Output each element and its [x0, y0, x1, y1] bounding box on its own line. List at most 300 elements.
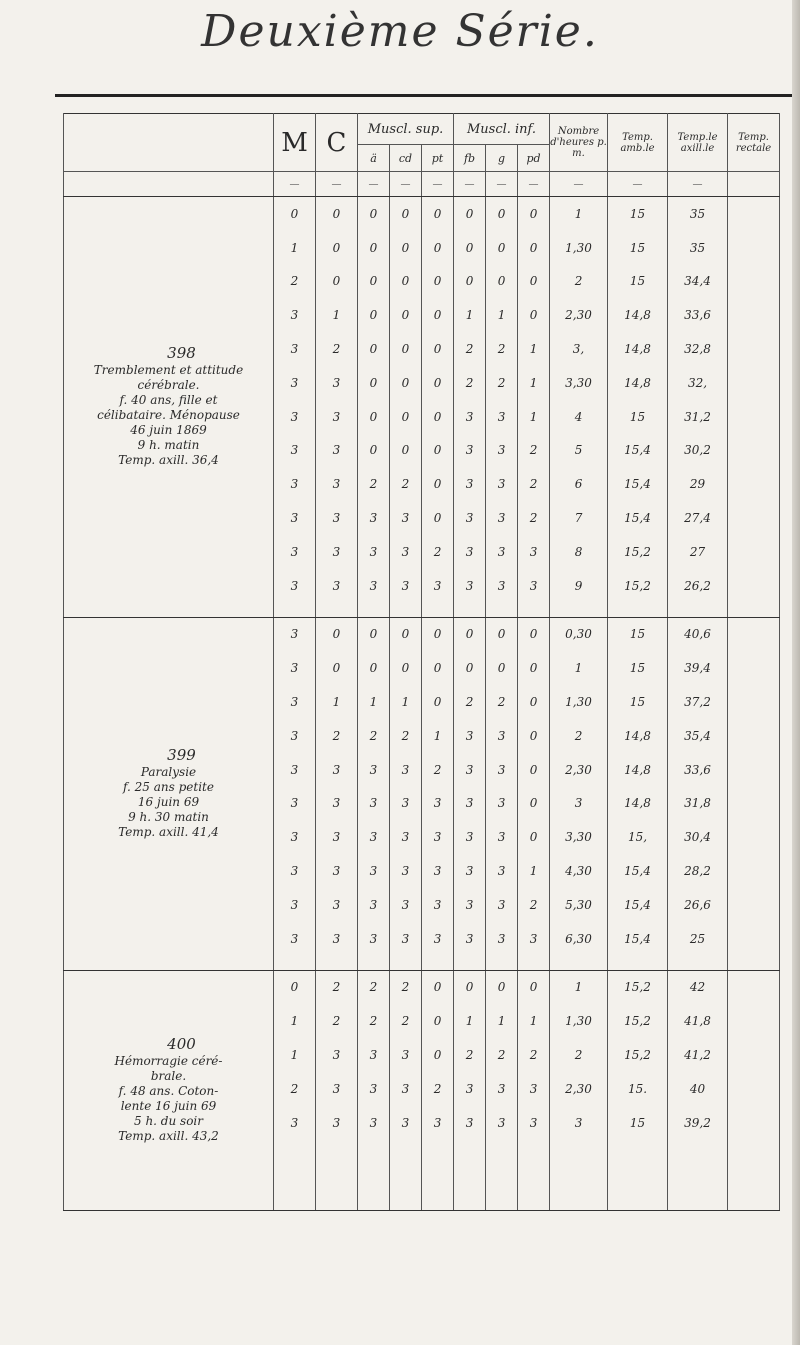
cell-ms-pt: 0 — [422, 332, 454, 366]
cell-mi-g: 0 — [486, 197, 518, 231]
observation-text: f. 48 ans. Coton- — [118, 1083, 219, 1098]
cell-temp-amb: 15,4 — [608, 922, 668, 956]
header-muscles-inf: Muscl. inf. — [454, 114, 550, 145]
cell-ms-a: 2 — [358, 467, 390, 501]
cell-nombre-heures: 2,30 — [550, 753, 608, 787]
cell-ms-a: 3 — [358, 535, 390, 569]
cell-m: 1 — [274, 1004, 316, 1038]
cell-ms-a: 0 — [358, 366, 390, 400]
cell-c: 0 — [316, 265, 358, 299]
cell-temp-rect — [728, 1004, 780, 1038]
cell-mi-pd: 0 — [518, 651, 550, 685]
cell-nombre-heures: 1 — [550, 970, 608, 1004]
cell-temp-amb: 15 — [608, 617, 668, 651]
cell-ms-pt: 0 — [422, 1038, 454, 1072]
cell-mi-fb: 0 — [454, 651, 486, 685]
cell-temp-rect — [728, 569, 780, 603]
cell-mi-pd: 3 — [518, 535, 550, 569]
observation-text: 46 juin 1869 — [130, 422, 207, 437]
cell-ms-a: 2 — [358, 970, 390, 1004]
cell-mi-pd: 2 — [518, 888, 550, 922]
cell-temp-amb: 15,2 — [608, 535, 668, 569]
observation-text: 9 h. 30 matin — [128, 809, 209, 824]
cell-mi-pd: 3 — [518, 1106, 550, 1140]
cell-mi-pd: 3 — [518, 569, 550, 603]
cell-ms-pt: 0 — [422, 467, 454, 501]
header-m: M — [274, 114, 316, 172]
cell-temp-amb: 15, — [608, 820, 668, 854]
observation-label — [64, 970, 274, 1210]
observation-number: 400 — [167, 1034, 196, 1053]
cell-temp-ax: 37,2 — [668, 685, 728, 719]
cell-temp-rect — [728, 535, 780, 569]
cell-ms-a: 2 — [358, 719, 390, 753]
cell-temp-rect — [728, 1038, 780, 1072]
cell-mi-fb: 3 — [454, 1106, 486, 1140]
cell-temp-amb: 15 — [608, 651, 668, 685]
cell-mi-pd: 0 — [518, 685, 550, 719]
cell-temp-ax: 32,8 — [668, 332, 728, 366]
cell-mi-g: 3 — [486, 888, 518, 922]
cell-ms-cd: 0 — [390, 197, 422, 231]
cell-temp-amb: 15,2 — [608, 970, 668, 1004]
cell-ms-a: 0 — [358, 231, 390, 265]
cell-mi-g: 1 — [486, 1004, 518, 1038]
cell-c: 2 — [316, 719, 358, 753]
cell-temp-rect — [728, 719, 780, 753]
cell-mi-g: 3 — [486, 719, 518, 753]
cell-c: 0 — [316, 231, 358, 265]
cell-temp-ax: 33,6 — [668, 753, 728, 787]
cell-ms-pt: 3 — [422, 820, 454, 854]
cell-m: 2 — [274, 1072, 316, 1106]
cell-ms-cd: 0 — [390, 332, 422, 366]
cell-temp-rect — [728, 265, 780, 299]
cell-c: 3 — [316, 787, 358, 821]
cell-ms-a: 3 — [358, 888, 390, 922]
cell-mi-pd: 2 — [518, 467, 550, 501]
cell-c: 1 — [316, 685, 358, 719]
cell-mi-pd: 0 — [518, 719, 550, 753]
cell-mi-fb: 0 — [454, 970, 486, 1004]
cell-c: 0 — [316, 617, 358, 651]
cell-ms-pt: 0 — [422, 685, 454, 719]
observation-text: 16 juin 69 — [137, 794, 200, 809]
cell-ms-pt: 0 — [422, 366, 454, 400]
cell-ms-cd: 0 — [390, 366, 422, 400]
observation-text: 9 h. matin — [137, 437, 200, 452]
cell-temp-ax: 40 — [668, 1072, 728, 1106]
cell-m: 2 — [274, 265, 316, 299]
cell-m: 3 — [274, 467, 316, 501]
observation-text: Tremblement et attitude — [93, 362, 244, 377]
cell-c: 2 — [316, 970, 358, 1004]
cell-c: 0 — [316, 651, 358, 685]
cell-nombre-heures: 1,30 — [550, 685, 608, 719]
cell-mi-fb: 1 — [454, 1004, 486, 1038]
cell-temp-rect — [728, 298, 780, 332]
cell-nombre-heures: 3 — [550, 787, 608, 821]
cell-temp-rect — [728, 1072, 780, 1106]
cell-temp-amb: 15,4 — [608, 888, 668, 922]
cell-temp-rect — [728, 231, 780, 265]
cell-mi-fb: 3 — [454, 719, 486, 753]
cell-mi-fb: 3 — [454, 434, 486, 468]
cell-ms-a: 0 — [358, 651, 390, 685]
cell-temp-rect — [728, 501, 780, 535]
cell-mi-fb: 3 — [454, 535, 486, 569]
cell-mi-fb: 0 — [454, 197, 486, 231]
cell-nombre-heures: 2,30 — [550, 298, 608, 332]
cell-mi-pd: 2 — [518, 501, 550, 535]
cell-mi-g: 0 — [486, 970, 518, 1004]
cell-temp-amb: 15,4 — [608, 434, 668, 468]
cell-m: 3 — [274, 922, 316, 956]
cell-temp-rect — [728, 753, 780, 787]
cell-temp-amb: 15,4 — [608, 467, 668, 501]
cell-mi-fb: 0 — [454, 617, 486, 651]
cell-ms-cd: 3 — [390, 501, 422, 535]
observation-number: 399 — [167, 745, 196, 764]
page-title: Deuxième Série. — [201, 6, 599, 57]
cell-m: 3 — [274, 1106, 316, 1140]
cell-m: 3 — [274, 434, 316, 468]
cell-nombre-heures: 3,30 — [550, 820, 608, 854]
cell-m: 3 — [274, 298, 316, 332]
cell-ms-pt: 0 — [422, 501, 454, 535]
cell-ms-cd: 1 — [390, 685, 422, 719]
cell-c: 3 — [316, 888, 358, 922]
cell-c: 2 — [316, 1004, 358, 1038]
cell-mi-g: 3 — [486, 787, 518, 821]
cell-ms-pt: 0 — [422, 231, 454, 265]
cell-mi-g: 3 — [486, 922, 518, 956]
cell-mi-fb: 3 — [454, 400, 486, 434]
observation-label — [64, 197, 274, 618]
sub-header: pd — [518, 145, 550, 172]
cell-ms-cd: 2 — [390, 970, 422, 1004]
cell-ms-cd: 0 — [390, 231, 422, 265]
cell-mi-g: 0 — [486, 265, 518, 299]
cell-temp-amb: 15,2 — [608, 1038, 668, 1072]
cell-temp-amb: 15,2 — [608, 569, 668, 603]
cell-mi-pd: 0 — [518, 265, 550, 299]
cell-mi-fb: 2 — [454, 332, 486, 366]
cell-mi-g: 1 — [486, 298, 518, 332]
cell-temp-rect — [728, 467, 780, 501]
cell-mi-pd: 0 — [518, 820, 550, 854]
header-nombre: Nombre d'heures p. m. — [550, 114, 608, 172]
cell-mi-fb: 3 — [454, 501, 486, 535]
cell-mi-fb: 2 — [454, 1038, 486, 1072]
cell-temp-ax: 34,4 — [668, 265, 728, 299]
cell-temp-amb: 14,8 — [608, 366, 668, 400]
cell-ms-a: 3 — [358, 787, 390, 821]
cell-m: 1 — [274, 1038, 316, 1072]
cell-nombre-heures: 4 — [550, 400, 608, 434]
cell-mi-pd: 0 — [518, 970, 550, 1004]
cell-mi-g: 3 — [486, 1072, 518, 1106]
cell-temp-amb: 15 — [608, 685, 668, 719]
cell-ms-a: 3 — [358, 569, 390, 603]
cell-mi-g: 0 — [486, 651, 518, 685]
cell-temp-rect — [728, 888, 780, 922]
observation-text: 5 h. du soir — [134, 1113, 203, 1128]
cell-ms-cd: 0 — [390, 265, 422, 299]
table-row — [64, 197, 780, 231]
cell-m: 3 — [274, 753, 316, 787]
cell-mi-pd: 1 — [518, 854, 550, 888]
cell-ms-cd: 3 — [390, 569, 422, 603]
cell-temp-amb: 14,8 — [608, 787, 668, 821]
cell-mi-fb: 3 — [454, 467, 486, 501]
cell-temp-ax: 26,6 — [668, 888, 728, 922]
cell-temp-ax: 42 — [668, 970, 728, 1004]
cell-temp-ax: 30,2 — [668, 434, 728, 468]
cell-ms-pt: 0 — [422, 617, 454, 651]
cell-m: 3 — [274, 719, 316, 753]
cell-ms-cd: 0 — [390, 298, 422, 332]
cell-ms-cd: 3 — [390, 753, 422, 787]
cell-mi-g: 3 — [486, 467, 518, 501]
cell-ms-a: 0 — [358, 265, 390, 299]
cell-c: 3 — [316, 569, 358, 603]
cell-ms-pt: 0 — [422, 197, 454, 231]
cell-ms-cd: 2 — [390, 467, 422, 501]
cell-temp-ax: 30,4 — [668, 820, 728, 854]
cell-temp-rect — [728, 434, 780, 468]
observation-text: cérébrale. — [137, 377, 200, 392]
cell-ms-a: 3 — [358, 1072, 390, 1106]
cell-m: 3 — [274, 617, 316, 651]
cell-mi-g: 3 — [486, 535, 518, 569]
cell-c: 3 — [316, 1106, 358, 1140]
header-temp-amb: Temp. amb.le — [608, 114, 668, 172]
cell-c: 3 — [316, 434, 358, 468]
cell-mi-pd: 1 — [518, 1004, 550, 1038]
cell-m: 0 — [274, 197, 316, 231]
cell-temp-ax: 31,2 — [668, 400, 728, 434]
cell-ms-a: 3 — [358, 753, 390, 787]
header-blank — [64, 114, 274, 172]
cell-ms-pt: 0 — [422, 400, 454, 434]
cell-m: 3 — [274, 501, 316, 535]
cell-ms-pt: 3 — [422, 888, 454, 922]
cell-temp-ax: 26,2 — [668, 569, 728, 603]
cell-m: 3 — [274, 787, 316, 821]
cell-ms-a: 3 — [358, 501, 390, 535]
cell-c: 3 — [316, 820, 358, 854]
cell-mi-pd: 0 — [518, 787, 550, 821]
cell-mi-g: 3 — [486, 820, 518, 854]
cell-mi-fb: 2 — [454, 685, 486, 719]
cell-c: 2 — [316, 332, 358, 366]
cell-m: 3 — [274, 888, 316, 922]
cell-ms-cd: 2 — [390, 719, 422, 753]
cell-temp-amb: 14,8 — [608, 298, 668, 332]
observation-table: M C Muscl. sup. Muscl. inf. Nombre d'heures p. m. Temp. amb.le Temp.le axill.le Temp. rectale ä cd pt fb g pd — — — — — — — — — — — 398 Tremblement et attitude cérébrale. f. 40 ans, fille et célibataire. Ménopause 46 juin 1869 9 h. matin Temp. axill. 36,4 0 0 0 0 0 0 0 0 1 15 35 1 0 0 0 0 0 0 0 1,30 15 35 2 0 0 0 0 0 0 0 2 15 34,4 3 1 0 0 0 1 1 0 2,30 14,8 33,6 3 2 0 0 0 2 2 1 3, 14,8 32,8 3 3 0 0 0 2 2 1 3,30 14,8 32, 3 3 0 0 0 3 3 1 4 15 31,2 3 3 0 0 0 3 3 2 5 15,4 30,2 3 3 2 2 0 3 3 2 6 15,4 29 3 3 3 3 0 3 3 2 7 15,4 27,4 3 3 3 3 2 3 3 3 8 15,2 27 3 3 3 3 3 3 3 3 9 15,2 26,2 399 Paralysie f. 25 ans petite 16 juin 69 9 h. 30 matin Temp. axill. 41,4 3 0 0 0 0 0 0 0 0,30 15 40,6 3 0 0 0 0 0 0 0 1 15 39,4 3 1 1 1 0 2 2 0 1,30 15 37,2 3 2 2 2 1 3 3 0 2 14,8 35,4 3 3 3 3 2 3 3 0 2,30 14,8 33,6 3 3 3 3 3 3 3 0 3 14,8 31,8 3 3 3 3 3 3 3 0 3,30 15, 30,4 3 3 3 3 3 3 3 1 4,30 15,4 28,2 3 3 3 3 3 3 3 2 5,30 15,4 26,6 3 3 3 3 3 3 3 3 6,30 15,4 25 400 Hémorragie céré- brale. f. 48 ans. Coton- lente 16 juin 69 5 h. du soir Temp. axill. 43,2 0 2 2 2 0 0 0 0 1 15,2 42 1 2 2 2 0 1 1 1 1,30 15,2 41,8 1 3 3 3 0 2 2 2 2 15,2 41,2 2 3 3 3 2 3 3 3 2,30 15. 40 3 3 3 3 3 3 3 3 3 15 39,2 — [63, 113, 780, 1211]
cell-ms-pt: 0 — [422, 1004, 454, 1038]
cell-ms-a: 0 — [358, 434, 390, 468]
cell-nombre-heures: 3, — [550, 332, 608, 366]
cell-temp-amb: 15,2 — [608, 1004, 668, 1038]
cell-mi-fb: 2 — [454, 366, 486, 400]
cell-temp-amb: 15. — [608, 1072, 668, 1106]
cell-mi-g: 2 — [486, 332, 518, 366]
cell-mi-g: 3 — [486, 501, 518, 535]
cell-c: 3 — [316, 1072, 358, 1106]
cell-mi-pd: 3 — [518, 1072, 550, 1106]
observation-text: Temp. axill. 36,4 — [118, 452, 219, 467]
cell-mi-pd: 0 — [518, 753, 550, 787]
cell-c: 3 — [316, 535, 358, 569]
cell-ms-cd: 3 — [390, 1038, 422, 1072]
cell-nombre-heures: 1,30 — [550, 231, 608, 265]
cell-nombre-heures: 2 — [550, 1038, 608, 1072]
cell-c: 3 — [316, 1038, 358, 1072]
cell-ms-cd: 3 — [390, 922, 422, 956]
cell-temp-amb: 14,8 — [608, 753, 668, 787]
cell-ms-pt: 0 — [422, 298, 454, 332]
cell-c: 3 — [316, 854, 358, 888]
cell-m: 3 — [274, 820, 316, 854]
observation-text: brale. — [150, 1068, 187, 1083]
cell-mi-pd: 0 — [518, 298, 550, 332]
cell-nombre-heures: 2,30 — [550, 1072, 608, 1106]
cell-temp-amb: 15 — [608, 231, 668, 265]
cell-nombre-heures: 3,30 — [550, 366, 608, 400]
cell-temp-ax: 35 — [668, 231, 728, 265]
cell-ms-pt: 0 — [422, 434, 454, 468]
cell-ms-pt: 2 — [422, 753, 454, 787]
cell-mi-fb: 3 — [454, 888, 486, 922]
cell-temp-rect — [728, 787, 780, 821]
cell-ms-cd: 3 — [390, 1072, 422, 1106]
cell-mi-pd: 1 — [518, 332, 550, 366]
cell-temp-amb: 15 — [608, 1106, 668, 1140]
cell-temp-ax: 35 — [668, 197, 728, 231]
cell-c: 3 — [316, 400, 358, 434]
cell-ms-a: 0 — [358, 400, 390, 434]
table-row — [64, 970, 780, 1004]
cell-temp-ax: 32, — [668, 366, 728, 400]
cell-ms-a: 2 — [358, 1004, 390, 1038]
cell-mi-fb: 3 — [454, 820, 486, 854]
header-c: C — [316, 114, 358, 172]
cell-mi-pd: 2 — [518, 1038, 550, 1072]
cell-m: 1 — [274, 231, 316, 265]
cell-c: 1 — [316, 298, 358, 332]
cell-mi-g: 3 — [486, 1106, 518, 1140]
table-row — [64, 617, 780, 651]
cell-ms-cd: 0 — [390, 400, 422, 434]
cell-nombre-heures: 1 — [550, 197, 608, 231]
cell-m: 3 — [274, 332, 316, 366]
sub-header: cd — [390, 145, 422, 172]
cell-nombre-heures: 8 — [550, 535, 608, 569]
cell-temp-amb: 15 — [608, 400, 668, 434]
cell-nombre-heures: 5,30 — [550, 888, 608, 922]
cell-ms-pt: 3 — [422, 1106, 454, 1140]
cell-mi-g: 3 — [486, 400, 518, 434]
cell-nombre-heures: 0,30 — [550, 617, 608, 651]
cell-ms-cd: 3 — [390, 1106, 422, 1140]
cell-mi-fb: 3 — [454, 569, 486, 603]
cell-nombre-heures: 5 — [550, 434, 608, 468]
cell-ms-a: 3 — [358, 1106, 390, 1140]
cell-m: 3 — [274, 685, 316, 719]
cell-m: 3 — [274, 854, 316, 888]
cell-m: 3 — [274, 535, 316, 569]
sub-header: ä — [358, 145, 390, 172]
cell-ms-cd: 0 — [390, 617, 422, 651]
observation-text: Temp. axill. 41,4 — [118, 824, 219, 839]
cell-nombre-heures: 2 — [550, 265, 608, 299]
cell-m: 3 — [274, 651, 316, 685]
cell-nombre-heures: 3 — [550, 1106, 608, 1140]
cell-temp-ax: 29 — [668, 467, 728, 501]
cell-nombre-heures: 6,30 — [550, 922, 608, 956]
cell-temp-ax: 41,2 — [668, 1038, 728, 1072]
cell-temp-rect — [728, 1106, 780, 1140]
cell-mi-fb: 3 — [454, 787, 486, 821]
cell-ms-cd: 0 — [390, 434, 422, 468]
cell-m: 0 — [274, 970, 316, 1004]
cell-temp-ax: 25 — [668, 922, 728, 956]
cell-temp-rect — [728, 685, 780, 719]
cell-ms-cd: 0 — [390, 651, 422, 685]
sub-header: pt — [422, 145, 454, 172]
header-temp-ax: Temp.le axill.le — [668, 114, 728, 172]
cell-temp-rect — [728, 400, 780, 434]
cell-temp-ax: 28,2 — [668, 854, 728, 888]
cell-mi-g: 2 — [486, 366, 518, 400]
cell-m: 3 — [274, 569, 316, 603]
cell-ms-a: 0 — [358, 332, 390, 366]
cell-temp-ax: 33,6 — [668, 298, 728, 332]
observation-text: Hémorragie céré- — [114, 1053, 223, 1068]
cell-ms-cd: 3 — [390, 535, 422, 569]
cell-mi-fb: 0 — [454, 231, 486, 265]
cell-mi-g: 3 — [486, 753, 518, 787]
cell-mi-g: 2 — [486, 685, 518, 719]
observation-number: 398 — [167, 343, 196, 362]
cell-temp-ax: 39,2 — [668, 1106, 728, 1140]
cell-ms-a: 3 — [358, 820, 390, 854]
observation-text: Paralysie — [140, 764, 197, 779]
cell-ms-pt: 0 — [422, 651, 454, 685]
cell-ms-cd: 3 — [390, 888, 422, 922]
cell-temp-ax: 40,6 — [668, 617, 728, 651]
cell-temp-rect — [728, 366, 780, 400]
cell-ms-pt: 3 — [422, 854, 454, 888]
observation-text: f. 25 ans petite — [123, 779, 214, 794]
cell-ms-pt: 3 — [422, 922, 454, 956]
cell-ms-a: 0 — [358, 197, 390, 231]
cell-temp-amb: 15,4 — [608, 854, 668, 888]
cell-temp-ax: 27,4 — [668, 501, 728, 535]
header-temp-rect: Temp. rectale — [728, 114, 780, 172]
cell-temp-amb: 15 — [608, 197, 668, 231]
cell-c: 3 — [316, 501, 358, 535]
cell-mi-pd: 0 — [518, 231, 550, 265]
cell-temp-rect — [728, 820, 780, 854]
header-muscles-sup: Muscl. sup. — [358, 114, 454, 145]
cell-mi-g: 2 — [486, 1038, 518, 1072]
cell-ms-cd: 2 — [390, 1004, 422, 1038]
cell-mi-g: 3 — [486, 434, 518, 468]
cell-mi-fb: 0 — [454, 265, 486, 299]
